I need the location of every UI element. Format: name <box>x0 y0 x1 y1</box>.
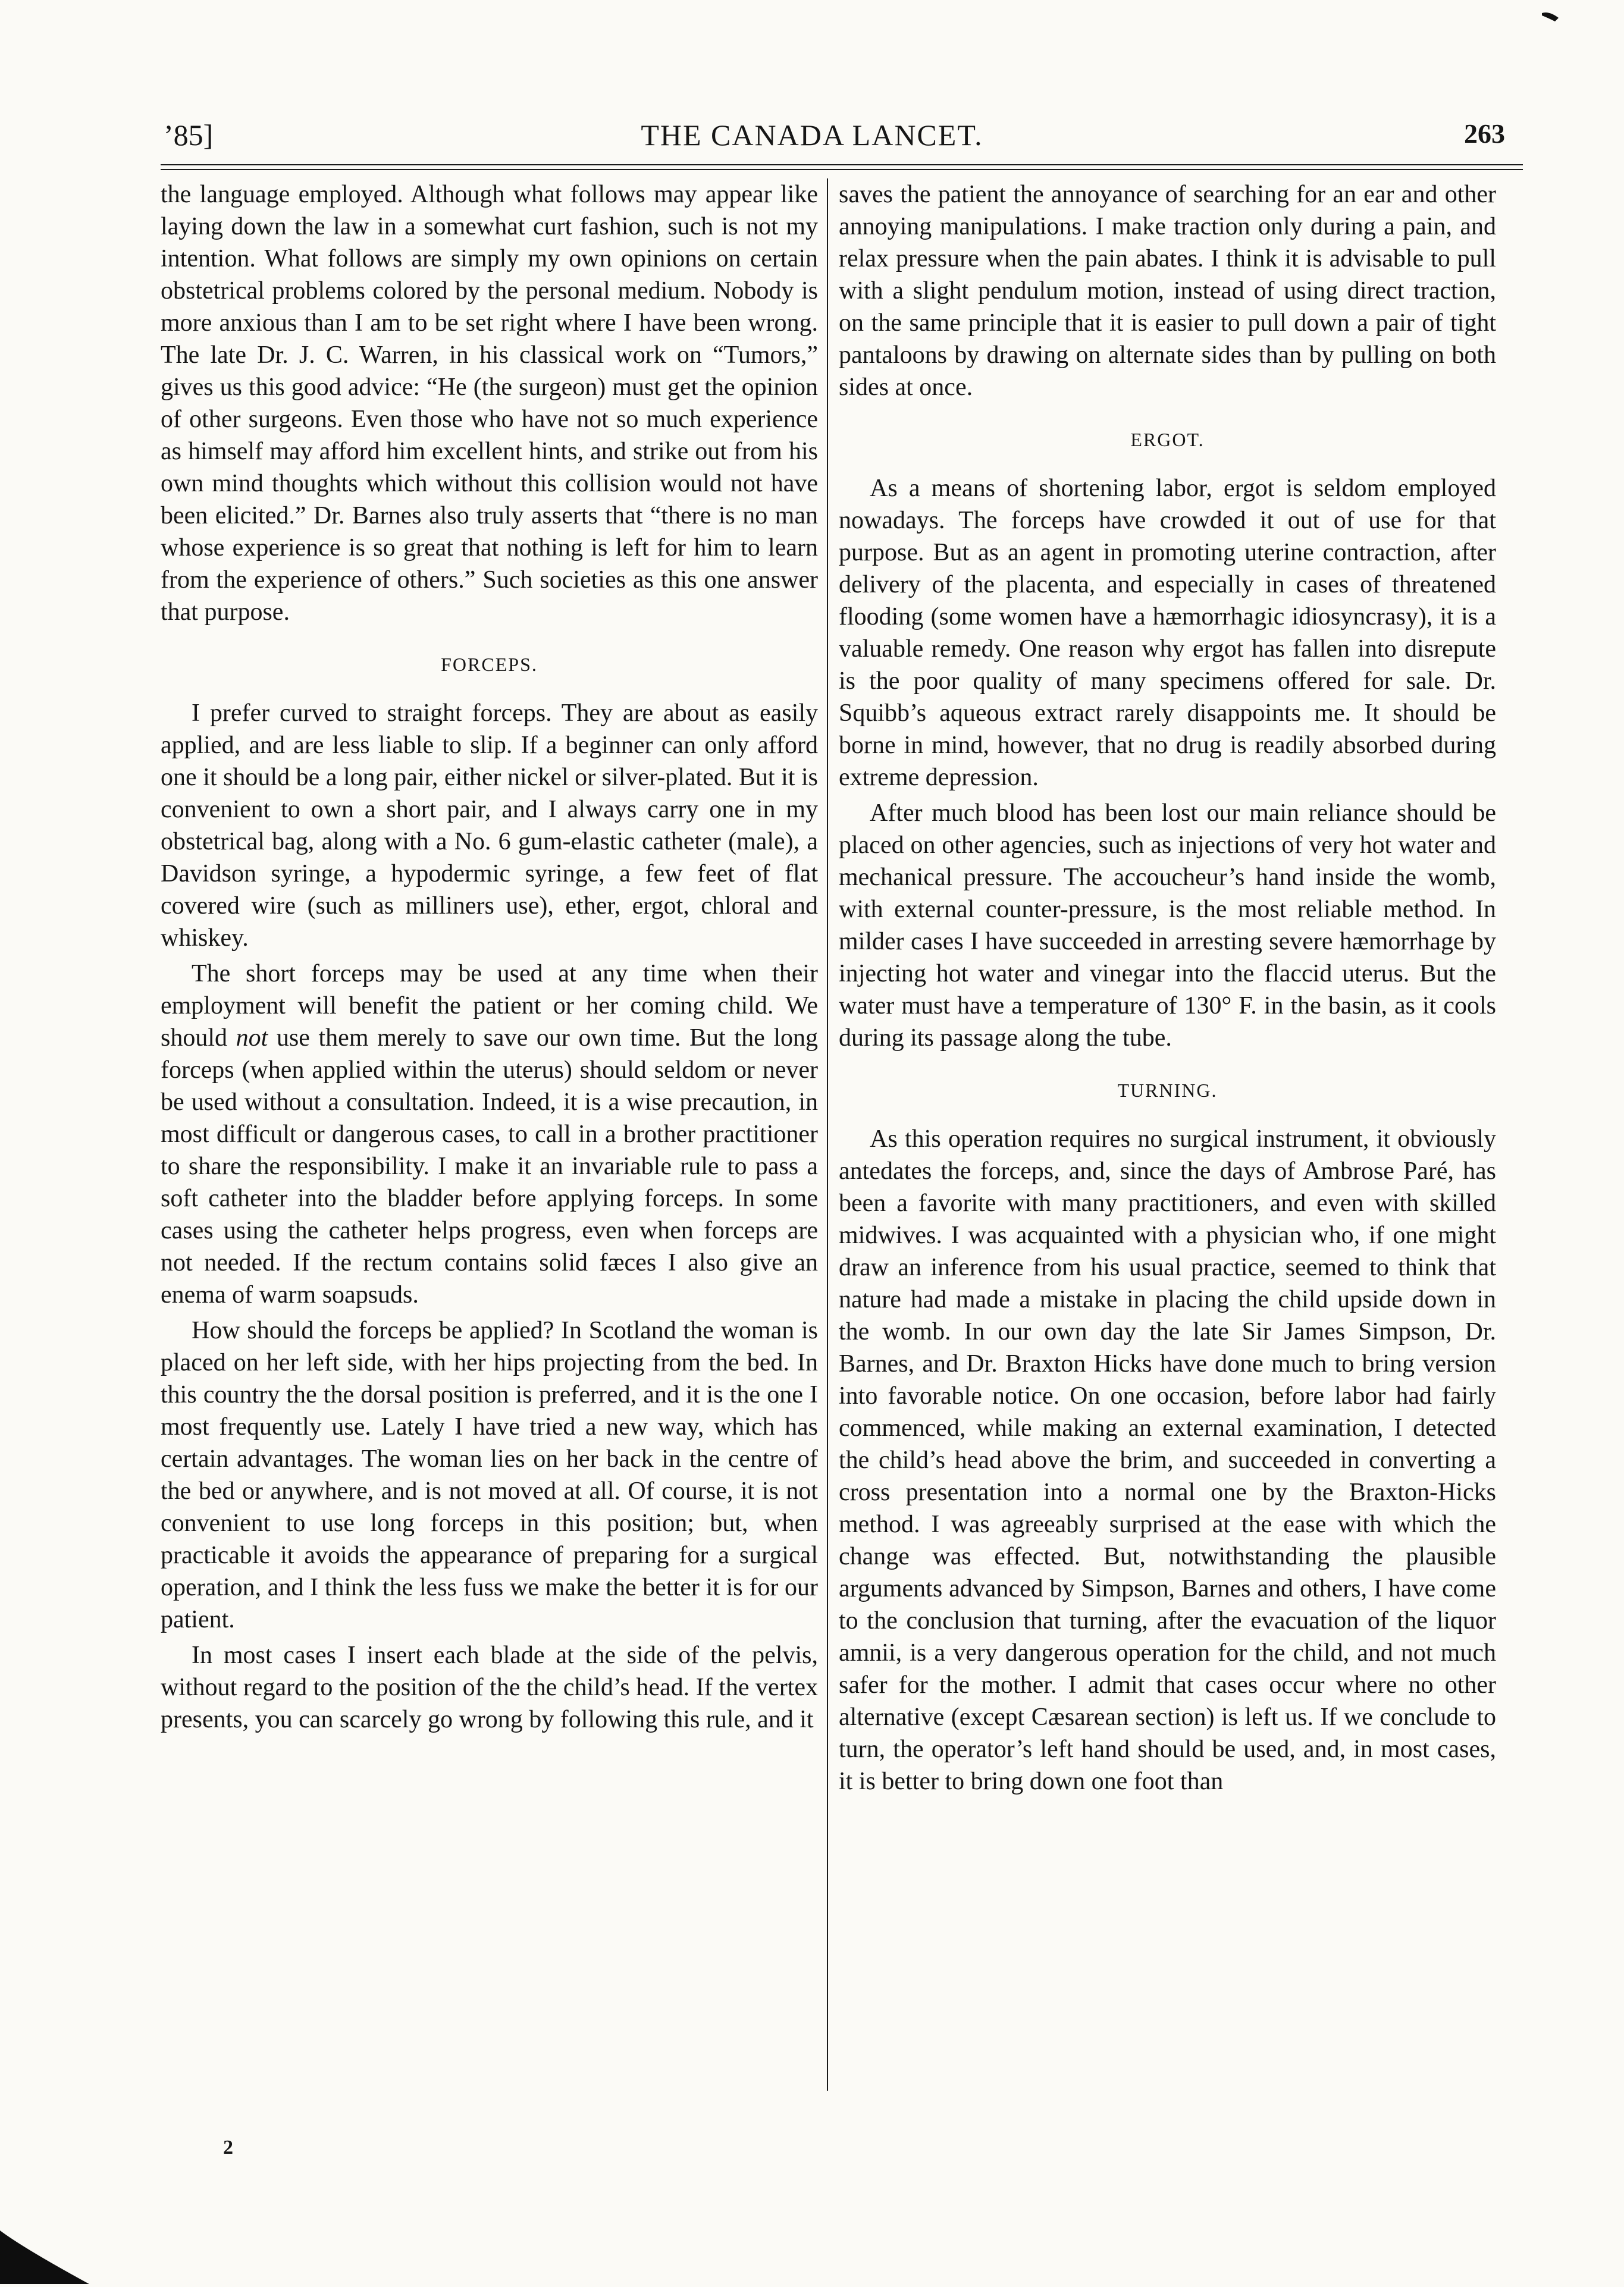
right-column <box>839 178 1496 2112</box>
left-column <box>161 178 818 2112</box>
section-heading-forceps: FORCEPS. <box>441 654 538 675</box>
column-divider <box>827 178 828 2091</box>
header-rule-double <box>161 169 1523 170</box>
paragraph-blood-loss: After much blood has been lost our main reliance should be placed on other agencies, such as injections of very hot water and mechanical pressure. The accoucheur’s hand inside the womb, with external counter-pressure, is the most reliable method. In milder cases I have succeeded in arresting severe hæmorrhage by injecting hot water and vinegar into the flaccid uterus. But the water must have a temperature of 130° F. in the basin, as it cools during its passage along the tube. <box>839 799 1496 1052</box>
page-corner-shadow <box>0 2225 95 2284</box>
paragraph-continued: saves the patient the annoyance of searching for an ear and other annoying manipulations. I make traction only during a pain, and relax pressure when the pain abates. I think it is advisable to pull with a slight pendulum motion, instead of using direct traction, on the same principle that it is easier to pull down a pair of tight pantaloons by drawing on alternate sides than by pulling on both sides at once. <box>839 181 1496 401</box>
printer-signature-mark: 2 <box>223 2137 233 2159</box>
section-heading-turning: TURNING. <box>1117 1080 1218 1101</box>
paragraph-blade-insertion: In most cases I insert each blade at the side of the pelvis, without regard to the position of the the child’s head. If the vertex presents, you can scarcely go wrong by following this rule, and it <box>161 1642 818 1733</box>
paragraph-short-forceps: The short forceps may be used at any time when their employment will benefit the patient or her coming child. We should not use them merely to save our own time. But the long forceps (when applied within the uterus) should seldom or never be used without a consultation. Indeed, it is a wise precaution, in most difficult or dangerous cases, to call in a brother practitioner to share the responsibility. I make it an invariable rule to pass a soft catheter into the bladder before applying forceps. In some cases using the catheter helps progress, even when forceps are not needed. If the rectum contains solid fæces I also give an enema of warm soapsuds. <box>161 960 818 1309</box>
running-header <box>0 118 1624 159</box>
paragraph-continued: the language employed. Although what follows may appear like laying down the law in a somewhat curt fashion, such is not my intention. What follows are simply my own opinions on certain obstetrical problems colored by the personal medium. Nobody is more anxious than I am to be set right where I have been wrong. The late Dr. J. C. Warren, in his classical work on “Tumors,” gives us this good advice: “He (the surgeon) must get the opinion of other surgeons. Even those who have not so much experience as himself may afford him excellent hints, and strike out from his own mind thoughts which without this collision would not have been elicited.” Dr. Barnes also truly asserts that “there is no man whose experience is so great that nothing is left for him to learn from the experience of others.” Such societies as this one answer that purpose. <box>161 181 818 626</box>
emphasis-not: not <box>236 1024 268 1052</box>
header-rule <box>161 164 1523 165</box>
paragraph-turning: As this operation requires no surgical instrument, it obviously antedates the forceps, and, since the days of Ambrose Paré, has been a favorite with many practitioners, and even with skilled midwives. I was acquainted with a physician who, if one might draw an inference from his usual practice, seemed to think that nature had made a mistake in placing the child upside down in the womb. In our own day the late Sir James Simpson, Dr. Barnes, and Dr. Braxton Hicks have done much to bring version into favorable notice. On one occasion, before labor had fairly commenced, while making an external examination, I detected the child’s head above the brim, and succeeded in converting a cross presentation into a normal one by the Braxton-Hicks method. I was agreeably surprised at the ease with which the change was effected. But, notwithstanding the plausible arguments advanced by Simpson, Barnes and others, I have come to the conclusion that turning, after the evacuation of the liquor amnii, is a very dangerous operation for the child, and not much safer for the mother. I admit that cases occur where no other alternative (except Cæsarean section) is left us. If we conclude to turn, the operator’s left hand should be used, and, in most cases, it is better to bring down one foot than <box>839 1125 1496 1795</box>
margin-ink-mark <box>1541 10 1561 23</box>
page-number: 263 <box>1464 118 1505 149</box>
paragraph-forceps-preference: I prefer curved to straight forceps. They are about as easily applied, and are less liable to slip. If a beginner can only afford one it should be a long pair, either nickel or silver-plated. But it is convenient to own a short pair, and I always carry one in my obstetrical bag, along with a No. 6 gum-elastic catheter (male), a Davidson syringe, a hypodermic syringe, a few feet of flat covered wire (such as milliners use), ether, ergot, chloral and whiskey. <box>161 699 818 952</box>
volume-year-label: ’85] <box>164 118 214 152</box>
paragraph-forceps-application: How should the forceps be applied? In Scotland the woman is placed on her left side, with her hips projecting from the bed. In this country the the dorsal position is preferred, and it is the one I most frequently use. Lately I have tried a new way, which has certain advantages. The woman lies on her back in the centre of the bed or anywhere, and is not moved at all. Of course, it is not convenient to use long forceps in this position; but, when practicable it avoids the appearance of preparing for a surgical operation, and I think the less fuss we make the better it is for our patient. <box>161 1317 818 1633</box>
paragraph-ergot-use: As a means of shortening labor, ergot is seldom employed nowadays. The forceps have crowded it out of use for that purpose. But as an agent in promoting uterine contraction, after delivery of the placenta, and especially in cases of threatened flooding (some women have a hæmorrhagic idiosyncrasy), it is a valuable remedy. One reason why ergot has fallen into disrepute is the poor quality of many specimens offered for sale. Dr. Squibb’s aqueous extract rarely disappoints me. It should be borne in mind, however, that no drug is readily absorbed during extreme depression. <box>839 475 1496 791</box>
section-heading-ergot: ERGOT. <box>1130 429 1205 450</box>
journal-title: THE CANADA LANCET. <box>641 118 983 152</box>
